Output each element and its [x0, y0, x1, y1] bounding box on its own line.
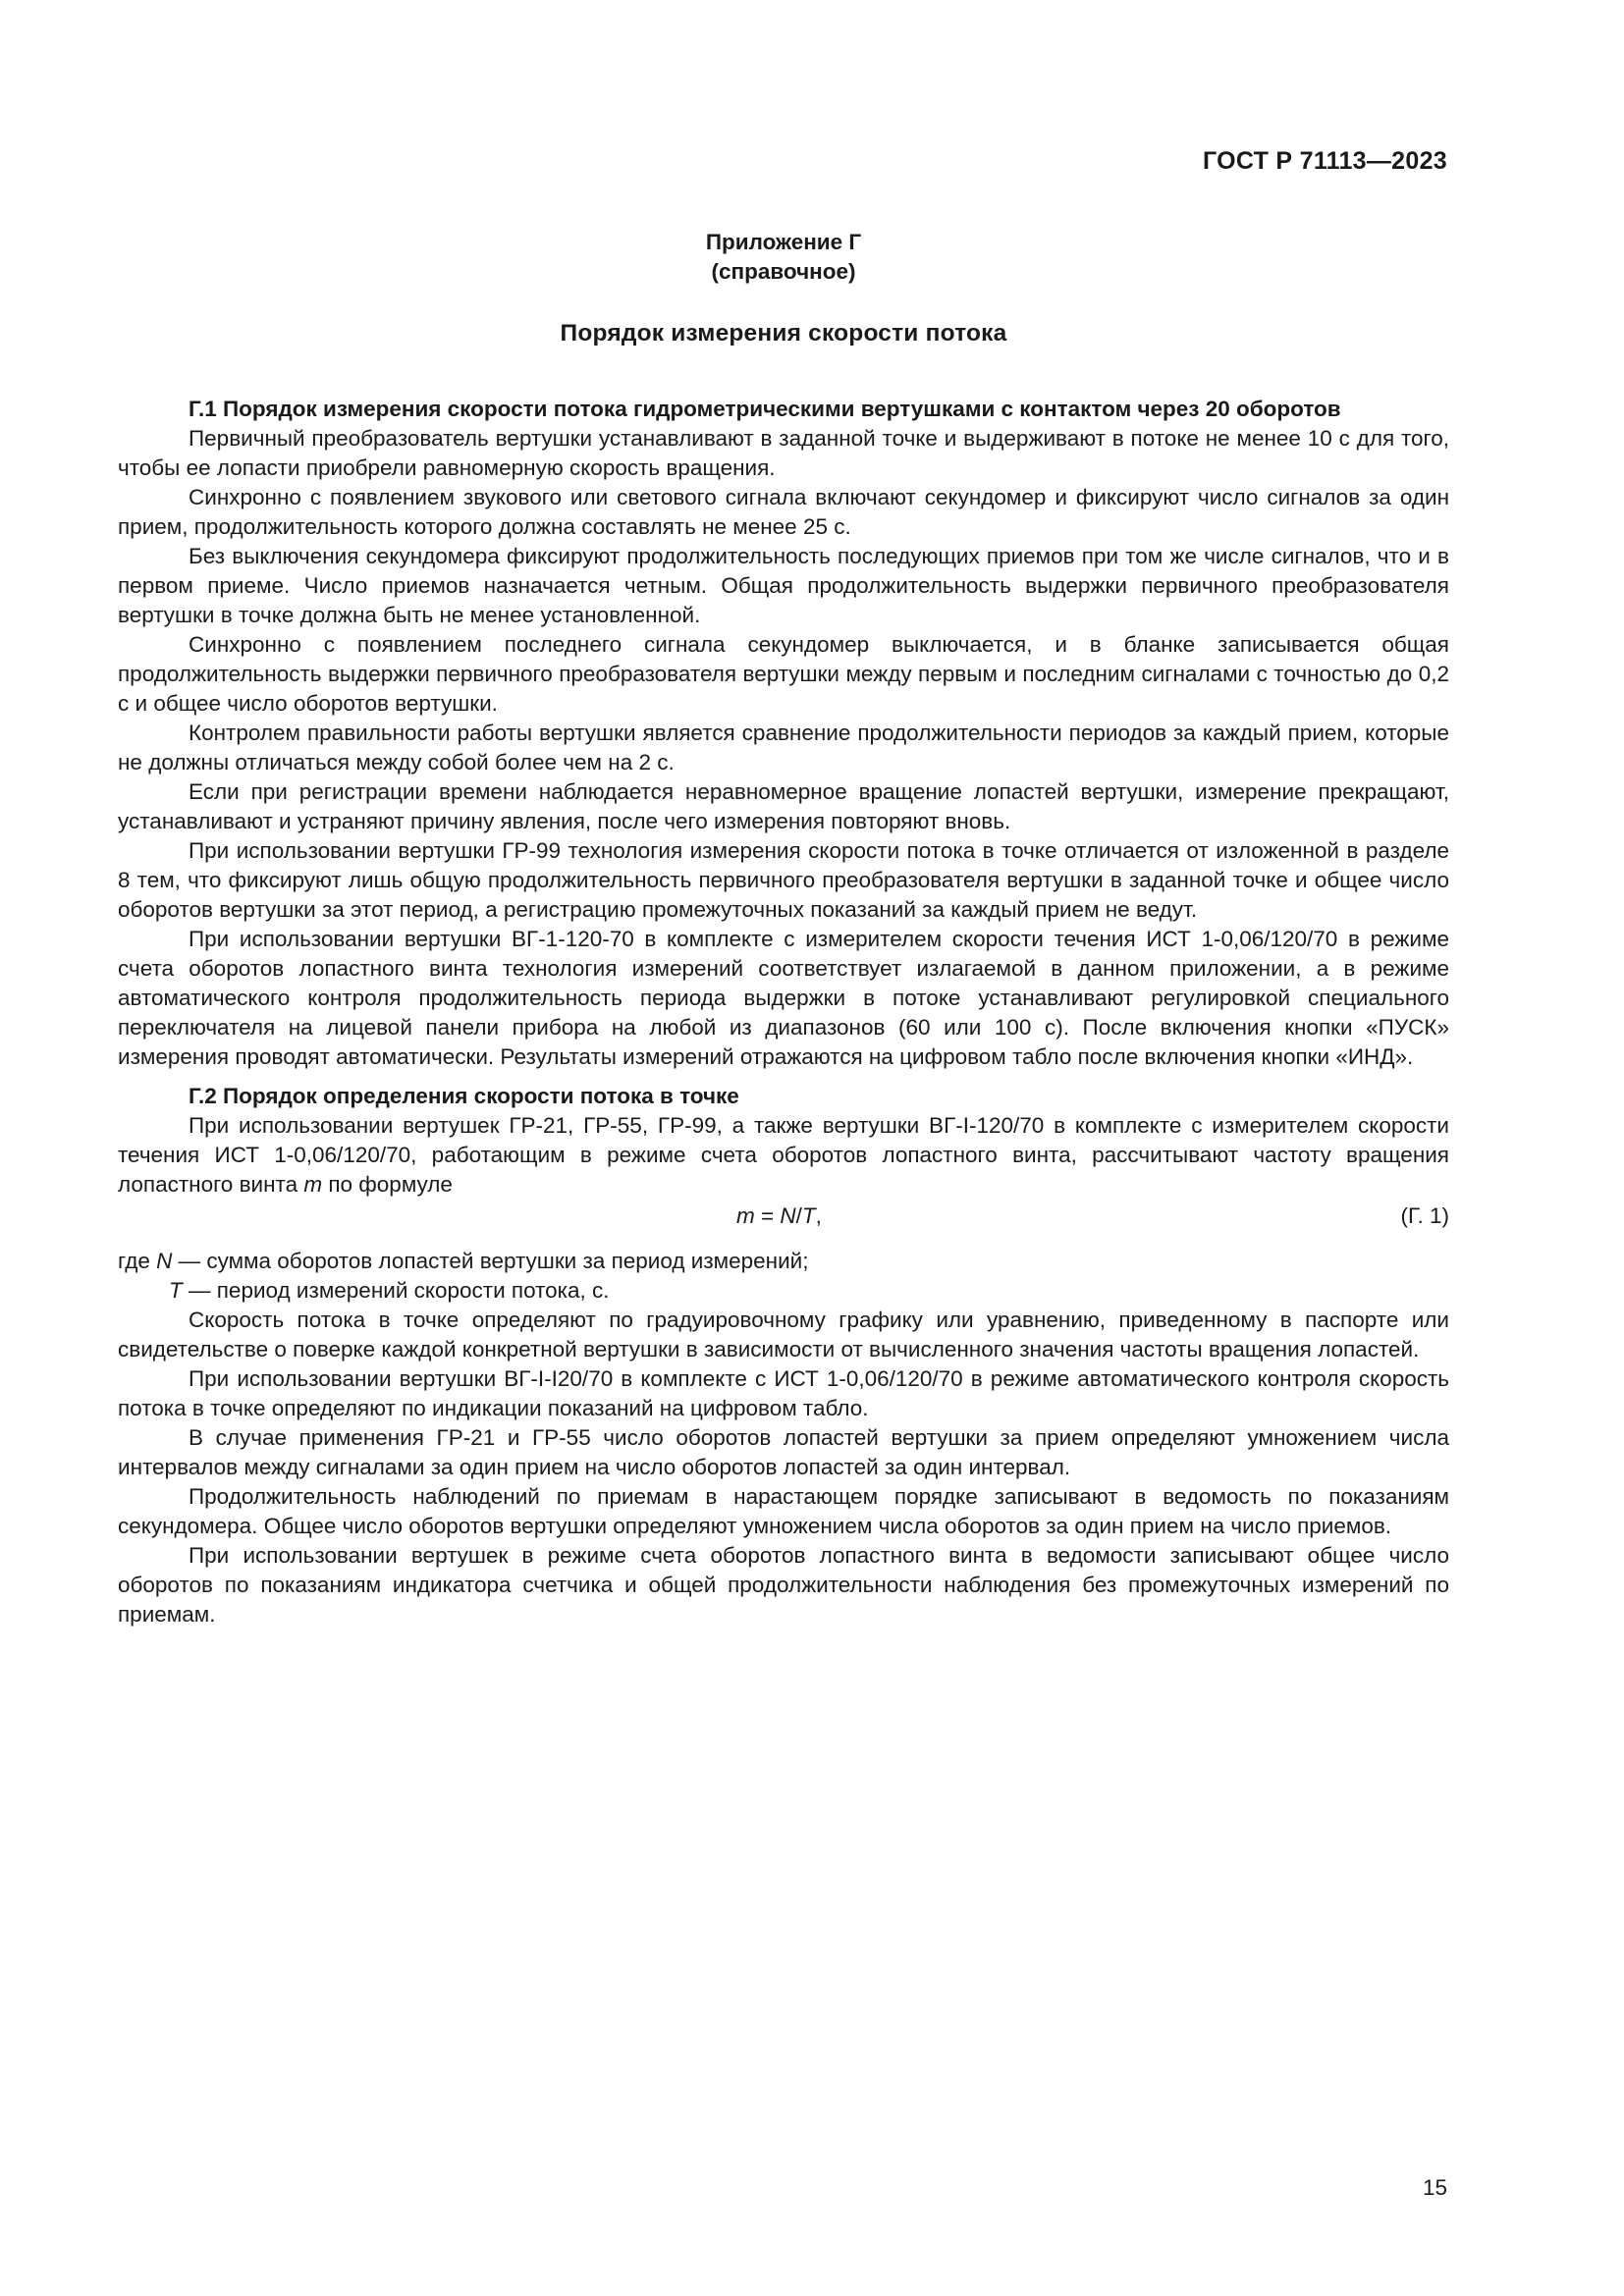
- document-body: [118, 395, 1449, 1629]
- paragraph: При использовании вертушки ВГ-I-I20/70 в комплекте с ИСТ 1-0,06/120/70 в режиме автоматического контроля скорость потока в точке определяют по индикации показаний на цифровом табло.: [118, 1366, 1449, 1420]
- legend-item-t: T — период измерений скорости потока, с.: [169, 1278, 610, 1303]
- section-heading-g1: Г.1 Порядок измерения скорости потока гидрометрическими вертушками с контактом через 20 оборотов: [189, 397, 1341, 421]
- paragraph: Первичный преобразователь вертушки устанавливают в заданной точке и выдерживают в потоке не менее 10 с для того, чтобы ее лопасти приобрели равномерную скорость вращения.: [118, 426, 1449, 480]
- formula-expression: m = N/T,: [736, 1203, 822, 1228]
- paragraph: При использовании вертушки ГР-99 технология измерения скорости потока в точке отличается от изложенной в разделе 8 тем, что фиксируют лишь общую продолжительность первичного преобразователя вертушки в заданной точке и общее число оборотов вертушки за этот период, а регистрацию промежуточных показаний за каждый прием не ведут.: [118, 838, 1449, 922]
- paragraph: При использовании вертушек в режиме счета оборотов лопастного винта в ведомости записывают общее число оборотов по показаниям индикатора счетчика и общей продолжительности наблюдения без промежуточных измерений по приемам.: [118, 1543, 1449, 1627]
- section-heading-g2: Г.2 Порядок определения скорости потока в точке: [189, 1084, 739, 1108]
- legend-item-n: где N — сумма оборотов лопастей вертушки за период измерений;: [118, 1249, 809, 1273]
- paragraph: Скорость потока в точке определяют по градуировочному графику или уравнению, приведенному в паспорте или свидетельстве о поверке каждой конкретной вертушки в зависимости от вычисленного значения частоты вращения лопастей.: [118, 1308, 1449, 1362]
- document-code-header: ГОСТ Р 71113—2023: [1202, 147, 1447, 175]
- paragraph-intro: При использовании вертушек ГР-21, ГР-55, ГР-99, а также вертушки ВГ-I-120/70 в комплекте с измерителем скорости течения ИСТ 1-0,06/120/70, работающим в режиме счета оборотов лопастного винта, рассчитывают частоту вращения лопастного винта m по формуле: [118, 1113, 1449, 1197]
- appendix-label: Приложение Г: [705, 230, 862, 254]
- page-number: 15: [1422, 2175, 1447, 2200]
- paragraph: В случае применения ГР-21 и ГР-55 число оборотов лопастей вертушки за прием определяют умножением числа интервалов между сигналами за один прием на число оборотов лопастей за один интервал.: [118, 1425, 1449, 1479]
- paragraph: Если при регистрации времени наблюдается неравномерное вращение лопастей вертушки, измерение прекращают, устанавливают и устраняют причину явления, после чего измерения повторяют вновь.: [118, 779, 1449, 833]
- appendix-heading: [0, 228, 1567, 287]
- page-title: Порядок измерения скорости потока: [560, 320, 1007, 347]
- formula-legend: [118, 1247, 1449, 1306]
- paragraph: Без выключения секундомера фиксируют продолжительность последующих приемов при том же числе сигналов, что и в первом приеме. Число приемов назначается четным. Общая продолжительность выдержки первичного преобразователя вертушки в точке должна быть не менее установленной.: [118, 544, 1449, 627]
- paragraph: При использовании вертушки ВГ-1-120-70 в комплекте с измерителем скорости течения ИСТ 1-0,06/120/70 в режиме счета оборотов лопастного винта технология измерений соответствует излагаемой в данном приложении, а в режиме автоматического контроля продолжительность периода выдержки в потоке устанавливают регулировкой специального переключателя на лицевой панели прибора на любой из диапазонов (60 или 100 с). После включения кнопки «ПУСК» измерения проводят автоматически. Результаты измерений отражаются на цифровом табло после включения кнопки «ИНД».: [118, 927, 1449, 1069]
- variable-m: m: [303, 1172, 323, 1197]
- paragraph: Синхронно с появлением последнего сигнала секундомер выключается, и в бланке записывается общая продолжительность выдержки первичного преобразователя вертушки между первым и последним сигналами с точностью до 0,2 с и общее число оборотов вертушки.: [118, 632, 1449, 716]
- paragraph: Контролем правильности работы вертушки является сравнение продолжительности периодов за каждый прием, которые не должны отличаться между собой более чем на 2 с.: [118, 721, 1449, 774]
- formula-number: (Г. 1): [1400, 1203, 1449, 1228]
- formula-g1: [118, 1201, 1449, 1231]
- paragraph: Продолжительность наблюдений по приемам в нарастающем порядке записывают в ведомость по показаниям секундомера. Общее число оборотов вертушки определяют умножением числа оборотов за один прием на число приемов.: [118, 1484, 1449, 1538]
- paragraph: Синхронно с появлением звукового или светового сигнала включают секундомер и фиксируют число сигналов за один прием, продолжительность которого должна составлять не менее 25 с.: [118, 485, 1449, 539]
- appendix-type: (справочное): [711, 259, 856, 284]
